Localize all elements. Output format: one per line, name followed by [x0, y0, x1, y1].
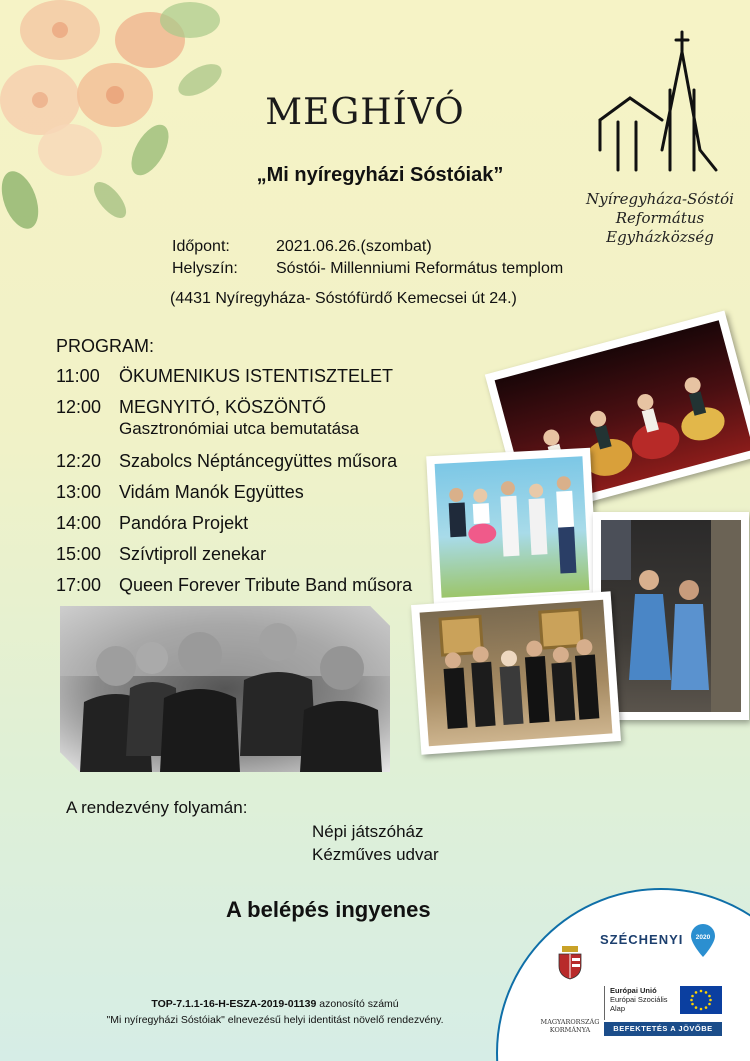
project-id: TOP-7.1.1-16-H-ESZA-2019-01139	[151, 998, 317, 1010]
event-name: „Mi nyíregyházi Sóstóiak”	[256, 164, 504, 186]
duo-illustration	[601, 520, 741, 712]
during-event-item: Kézműves udvar	[312, 845, 439, 864]
footnote-line	[40, 996, 510, 1012]
program-item	[56, 543, 412, 565]
program-list	[56, 365, 412, 596]
government-label	[540, 980, 600, 1034]
photo-colorful-band	[426, 448, 598, 606]
program-item	[56, 481, 412, 503]
szechenyi-title: SZÉCHENYI	[600, 932, 684, 947]
place-row	[172, 258, 563, 280]
bw-band-illustration	[60, 606, 390, 772]
program-item	[56, 450, 412, 472]
gov-line: KORMÁNYA	[549, 1026, 591, 1034]
szechenyi-year: 2020	[695, 934, 711, 941]
event-info	[172, 236, 563, 280]
eu-line: Alap	[610, 1004, 626, 1013]
church-name-line: Nyíregyháza-Sóstói	[586, 190, 734, 208]
church-icon	[590, 30, 720, 180]
program-label: Vidám Manók Együttes	[119, 482, 304, 502]
church-name-line: Egyházközség	[606, 228, 714, 246]
church-name	[560, 190, 750, 247]
invest-banner: BEFEKTETÉS A JÖVŐBE	[604, 1022, 722, 1036]
during-event-list	[312, 820, 439, 866]
program-item	[56, 512, 412, 534]
program-time: 15:00	[56, 544, 102, 564]
time-label: Időpont:	[172, 238, 230, 255]
program-title: PROGRAM:	[56, 336, 155, 356]
program-label: MEGNYITÓ, KÖSZÖNTŐ	[119, 397, 327, 417]
program-label: Szabolcs Néptáncegyüttes műsora	[119, 451, 398, 471]
program-label: Szívtiproll zenekar	[119, 544, 267, 564]
eu-line: Európai Unió	[610, 986, 657, 995]
program-time: 14:00	[56, 513, 102, 533]
church-name-line: Református	[615, 209, 705, 227]
group-illustration	[420, 600, 613, 747]
gov-line: MAGYARORSZÁG	[540, 1018, 600, 1026]
program-item	[56, 574, 412, 596]
program-label: ÖKUMENIKUS ISTENTISZTELET	[119, 366, 394, 386]
program-time: 13:00	[56, 482, 102, 502]
place-label: Helyszín:	[172, 260, 238, 277]
program-time: 12:20	[56, 451, 102, 471]
footnote-line1-rest: azonosító számú	[316, 998, 399, 1010]
time-value: 2021.06.26.(szombat)	[276, 238, 432, 255]
location-pin-icon	[690, 924, 716, 958]
band-illustration	[435, 456, 590, 598]
free-entry-notice: A belépés ingyenes	[226, 897, 431, 922]
eu-text	[610, 986, 668, 1013]
eu-flag-icon	[680, 986, 722, 1014]
page-title: MEGHÍVÓ	[265, 92, 465, 133]
during-event-item: Népi játszóház	[312, 822, 424, 841]
photo-queen-tribute-band	[60, 606, 390, 772]
program-time: 17:00	[56, 575, 102, 595]
eu-line: Európai Szociális	[610, 995, 668, 1004]
footnote	[40, 996, 510, 1028]
program-item	[56, 396, 412, 440]
program-label: Queen Forever Tribute Band műsora	[119, 575, 413, 595]
program-time: 11:00	[56, 366, 100, 386]
program-label: Pandóra Projekt	[119, 513, 249, 533]
flowers-decoration	[0, 0, 230, 240]
address: (4431 Nyíregyháza- Sóstófürdő Kemecsei út 24.)	[170, 290, 517, 307]
footnote-line: "Mi nyíregyházi Sóstóiak" elnevezésű helyi identitást növelő rendezvény.	[106, 1014, 444, 1026]
during-event-title: A rendezvény folyamán:	[66, 798, 248, 817]
photo-group	[411, 591, 621, 755]
hungary-coat-of-arms-icon	[556, 946, 584, 980]
place-value: Sóstói- Millenniumi Református templom	[276, 260, 564, 277]
program-time: 12:00	[56, 397, 102, 417]
program-sub: Gasztronómiai utca bemutatása	[119, 419, 360, 438]
time-row	[172, 236, 563, 258]
program-item	[56, 365, 412, 387]
